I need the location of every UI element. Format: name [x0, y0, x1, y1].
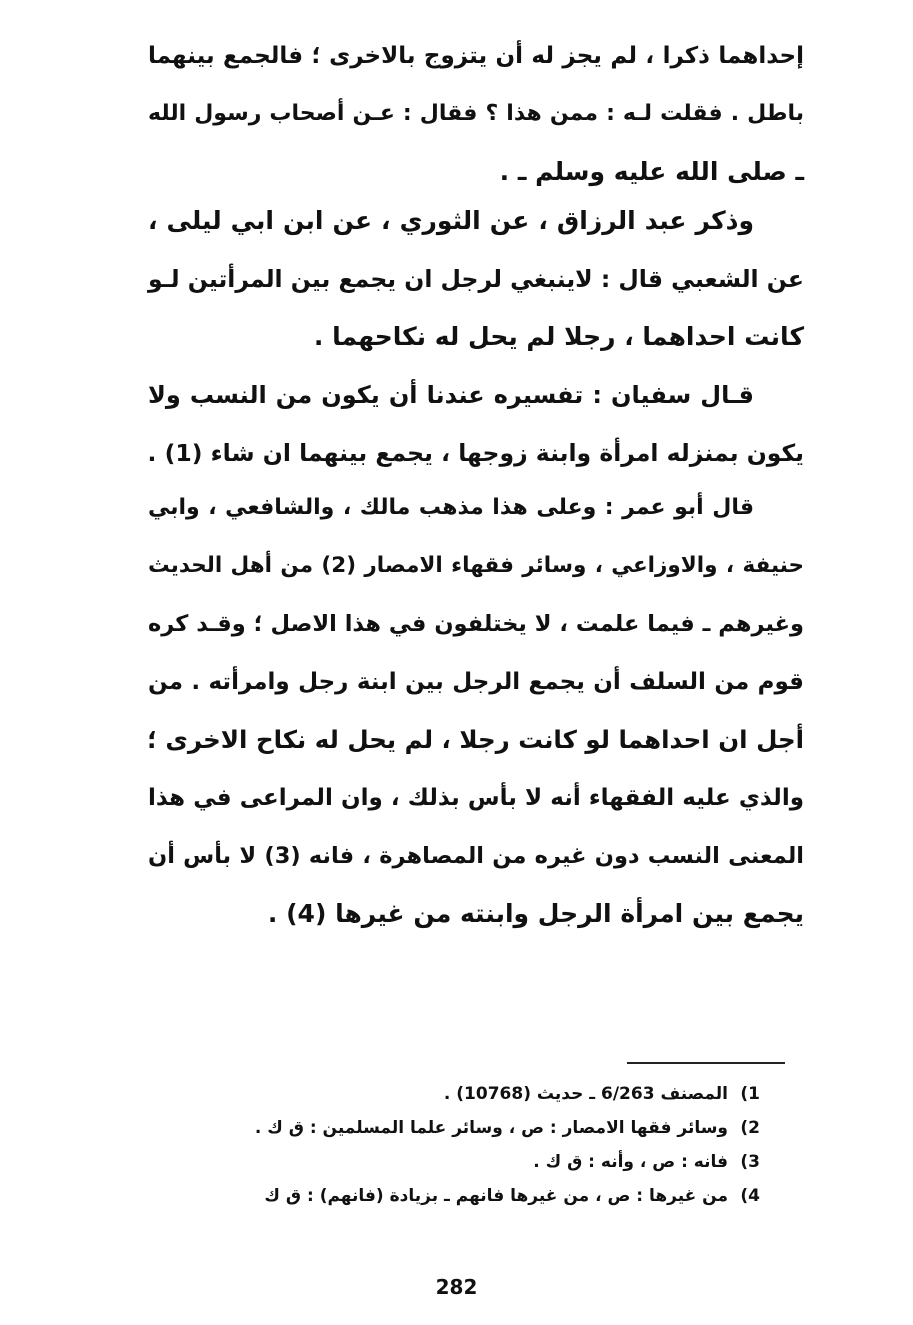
- text-line: باطل . فقلت لـه : ممن هذا ؟ فقال : عـن أصحاب رسول الله: [148, 101, 804, 126]
- footnote-text: المصنف 6/263 ـ حديث (10768) .: [443, 1084, 728, 1104]
- footnote-text: وسائر فقها الامصار : ص ، وسائر علما المسلمين : ق ك .: [254, 1118, 728, 1138]
- footnote-number: 3): [740, 1152, 760, 1172]
- text-line: أجل ان احداهما لو كانت رجلا ، لم يحل له نكاح الاخرى ؛: [147, 725, 804, 754]
- text-line: عن الشعبي قال : لاينبغي لرجل ان يجمع بين المرأتين لـو: [147, 265, 804, 293]
- text-line: قـال سفيان : تفسيره عندنا أن يكون من النسب ولا: [148, 381, 754, 409]
- footnote-item: [200, 1111, 760, 1145]
- footnote-item: [200, 1145, 760, 1179]
- text-line: ـ صلى الله عليه وسلم ـ .: [499, 157, 804, 186]
- footnote-item: [200, 1077, 760, 1111]
- footnote-divider: [627, 1062, 785, 1064]
- text-line: إحداهما ذكرا ، لم يجز له أن يتزوج بالاخرى ؛ فالجمع بينهما: [148, 43, 804, 69]
- paragraph-1: [148, 27, 804, 201]
- footnote-number: 4): [740, 1186, 760, 1206]
- footnote-text: من غيرها : ص ، من غيرها فانهم ـ بزيادة (فانهم) : ق ك: [264, 1186, 728, 1206]
- text-line: حنيفة ، والاوزاعي ، وسائر فقهاء الامصار (2) من أهل الحديث: [148, 553, 804, 578]
- text-line: قوم من السلف أن يجمع الرجل بين ابنة رجل وامرأته . من: [148, 669, 804, 695]
- footnote-number: 2): [740, 1118, 760, 1138]
- text-line: وذكر عبد الرزاق ، عن الثوري ، عن ابن ابي ليلى ،: [148, 206, 754, 235]
- paragraph-2: [148, 192, 804, 366]
- paragraph-3: [148, 366, 804, 482]
- footnote-item: [200, 1179, 760, 1213]
- text-line: كانت احداهما ، رجلا لم يحل له نكاحهما .: [313, 322, 804, 351]
- paragraph-4: [148, 479, 804, 943]
- text-line: وغيرهم ـ فيما علمت ، لا يختلفون في هذا الاصل ؛ وقـد كره: [148, 611, 804, 637]
- text-line: والذي عليه الفقهاء أنه لا بأس بذلك ، وان المراعى في هذا: [148, 785, 804, 811]
- footnotes: [200, 1077, 760, 1213]
- text-line: المعنى النسب دون غيره من المصاهرة ، فانه (3) لا بأس أن: [148, 843, 804, 869]
- footnote-number: 1): [740, 1084, 760, 1104]
- page-number: 282: [435, 1275, 478, 1299]
- footnote-text: فانه : ص ، وأنه : ق ك .: [533, 1152, 728, 1172]
- text-line: يجمع بين امرأة الرجل وابنته من غيرها (4) .: [267, 899, 804, 928]
- text-line: قال أبو عمر : وعلى هذا مذهب مالك ، والشافعي ، وابي: [148, 495, 754, 520]
- text-line: يكون بمنزله امرأة وابنة زوجها ، يجمع بينهما ان شاء (1) .: [147, 439, 804, 467]
